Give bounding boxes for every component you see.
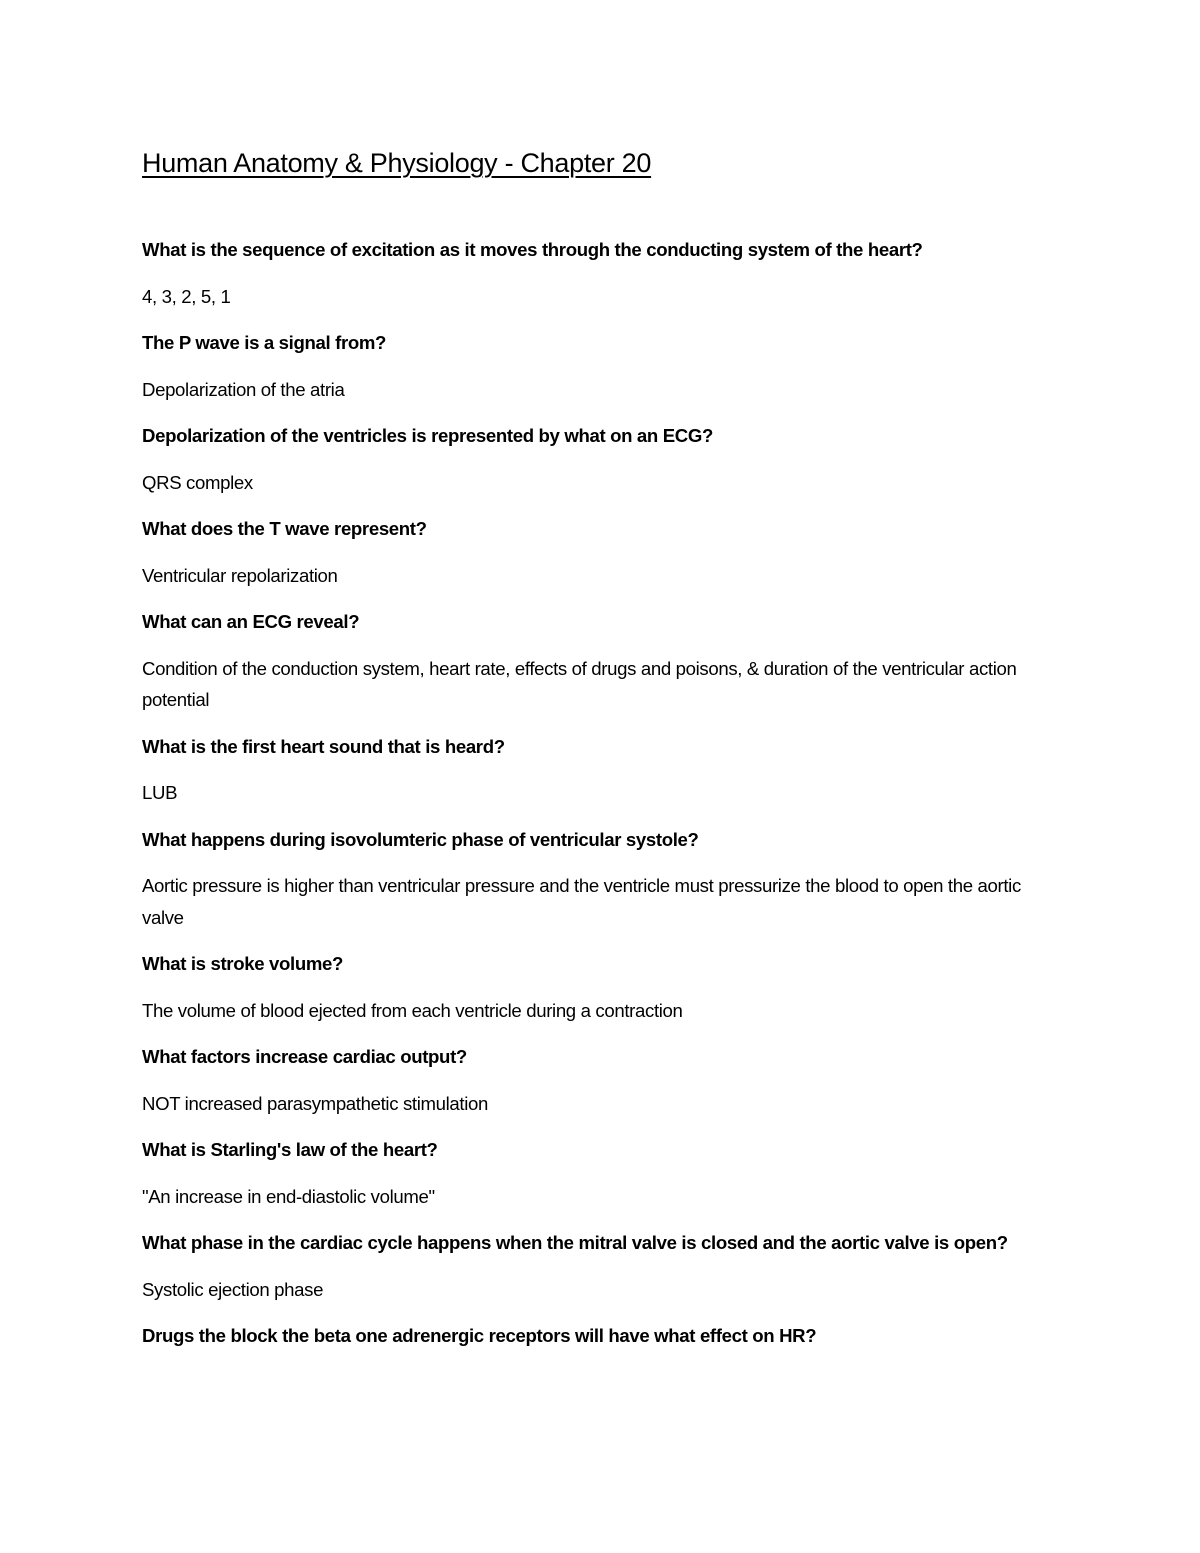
document-page (142, 143, 1047, 1367)
question: Drugs the block the beta one adrenergic receptors will have what effect on HR? (142, 1325, 817, 1346)
answer: Systolic ejection phase (142, 1278, 324, 1300)
answer: Ventricular repolarization (142, 564, 338, 586)
document-title: Human Anatomy & Physiology - Chapter 20 (142, 148, 652, 178)
qa-list (142, 234, 1047, 1352)
question: The P wave is a signal from? (142, 332, 387, 353)
question: What is the first heart sound that is heard? (142, 735, 505, 757)
question: What is Starling's law of the heart? (142, 1139, 438, 1160)
question: What phase in the cardiac cycle happens when the mitral valve is closed and the aortic valve is open? (142, 1232, 1008, 1253)
answer: 4, 3, 2, 5, 1 (142, 285, 231, 307)
question: What happens during isovolumteric phase of ventricular systole? (142, 828, 699, 850)
answer: Condition of the conduction system, heart rate, effects of drugs and poisons, & duration of the ventricular action potential (142, 657, 1017, 710)
answer: LUB (142, 782, 178, 803)
question: What factors increase cardiac output? (142, 1046, 467, 1067)
answer: The volume of blood ejected from each ventricle during a contraction (142, 999, 683, 1021)
question: What does the T wave represent? (142, 518, 427, 539)
answer: Aortic pressure is higher than ventricular pressure and the ventricle must pressurize the blood to open the aortic valve (142, 875, 1021, 928)
answer: "An increase in end-diastolic volume" (142, 1185, 435, 1207)
question: What is the sequence of excitation as it moves through the conducting system of the heart? (142, 239, 923, 260)
answer: NOT increased parasympathetic stimulation (142, 1092, 488, 1114)
question: What can an ECG reveal? (142, 611, 360, 632)
answer: Depolarization of the atria (142, 378, 345, 400)
answer: QRS complex (142, 471, 253, 493)
question: What is stroke volume? (142, 953, 344, 974)
question: Depolarization of the ventricles is represented by what on an ECG? (142, 425, 713, 446)
